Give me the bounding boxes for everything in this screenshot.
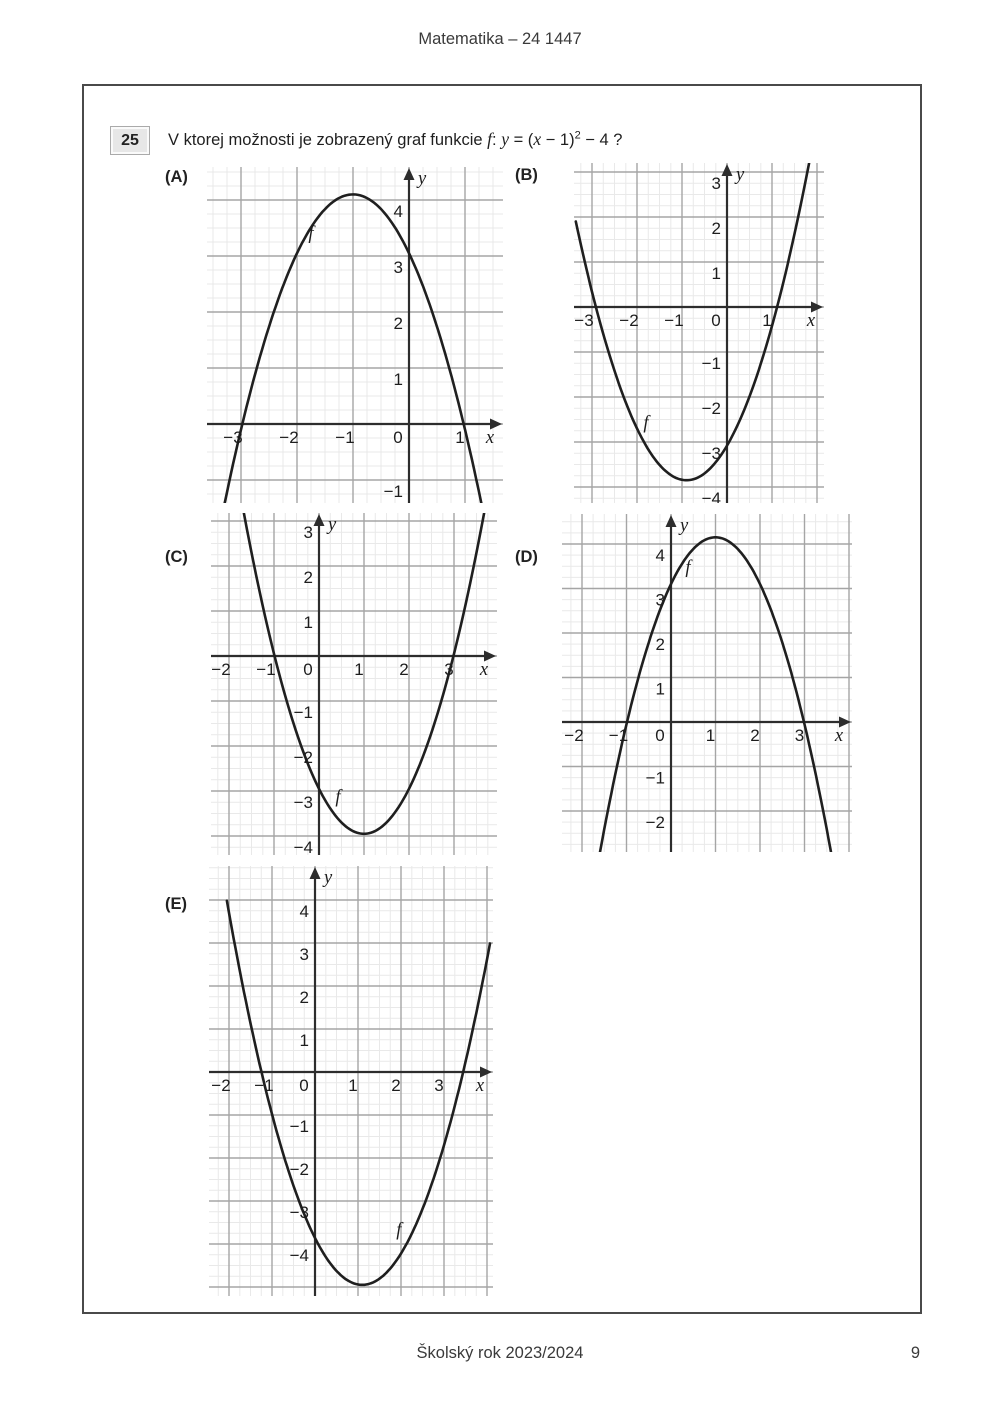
graph-option-d (562, 514, 852, 852)
svg-text:1: 1 (303, 613, 313, 632)
x-axis-label: x (834, 726, 844, 746)
svg-text:−4: −4 (293, 838, 313, 855)
svg-text:−2: −2 (564, 726, 584, 745)
svg-text:1: 1 (655, 679, 665, 699)
svg-text:4: 4 (393, 202, 403, 221)
formula-segment: f (487, 129, 493, 149)
svg-text:3: 3 (794, 726, 805, 745)
svg-text:−1: −1 (383, 482, 403, 501)
svg-text:2: 2 (750, 726, 760, 745)
svg-text:−2: −2 (289, 1160, 309, 1179)
f-curve-label: f (643, 413, 649, 434)
svg-text:1: 1 (354, 660, 364, 679)
svg-text:2: 2 (399, 660, 409, 679)
formula-segment: : (492, 131, 502, 149)
parabola-curve-f (207, 194, 503, 503)
svg-text:3: 3 (711, 174, 721, 193)
svg-text:3: 3 (393, 258, 403, 277)
graph-svg-E (209, 866, 493, 1296)
svg-text:4: 4 (655, 546, 665, 565)
svg-text:−1: −1 (335, 428, 355, 447)
svg-text:2: 2 (393, 314, 403, 333)
origin-label: 0 (299, 1076, 309, 1095)
graph-svg-D (562, 514, 852, 852)
graph-option-c (211, 513, 497, 855)
formula-segment: y (501, 129, 509, 149)
svg-text:−2: −2 (211, 1076, 231, 1095)
svg-text:3: 3 (444, 660, 454, 679)
x-axis-label: x (485, 428, 495, 448)
svg-text:−3: −3 (293, 793, 313, 812)
svg-text:−4: −4 (289, 1246, 309, 1265)
tick-labels (223, 202, 464, 501)
svg-text:3: 3 (303, 523, 313, 542)
f-curve-label: f (308, 224, 314, 245)
option-label-e: (E) (165, 895, 187, 913)
question-number-badge: 25 (110, 126, 150, 155)
option-label-b: (B) (515, 166, 538, 184)
y-axis-arrow-icon (404, 168, 415, 180)
svg-text:1: 1 (348, 1076, 358, 1095)
svg-text:1: 1 (299, 1031, 309, 1050)
origin-label: 0 (393, 428, 403, 447)
y-axis-arrow-icon (722, 164, 733, 176)
x-axis-label: x (806, 311, 816, 331)
origin-label: 0 (655, 726, 665, 745)
svg-text:1: 1 (762, 311, 772, 330)
svg-text:4: 4 (299, 902, 309, 921)
svg-text:−1: −1 (293, 703, 313, 722)
y-axis-arrow-icon (310, 867, 321, 879)
svg-text:2: 2 (655, 635, 665, 654)
y-axis-label: y (680, 516, 689, 536)
svg-text:−1: −1 (664, 311, 684, 330)
option-label-c: (C) (165, 548, 188, 566)
svg-text:−3: −3 (223, 428, 243, 447)
svg-text:−2: −2 (701, 399, 721, 418)
origin-label: 0 (303, 660, 313, 679)
svg-text:−2: −2 (619, 311, 639, 330)
svg-text:3: 3 (655, 590, 665, 610)
f-curve-label: f (396, 1220, 402, 1241)
svg-text:1: 1 (705, 726, 716, 745)
question-formula (487, 131, 622, 149)
formula-segment: − 1) (541, 131, 575, 149)
graph-svg-B (574, 163, 824, 503)
svg-text:2: 2 (711, 219, 721, 238)
footer-page-number: 9 (910, 1344, 920, 1362)
option-label-a: (A) (165, 168, 188, 186)
graph-option-b (574, 163, 824, 503)
grid-minor (574, 163, 824, 503)
grid-minor (207, 167, 503, 503)
svg-text:3: 3 (299, 945, 309, 964)
svg-text:−3: −3 (574, 311, 594, 330)
svg-text:2: 2 (391, 1076, 401, 1095)
svg-text:−3: −3 (701, 444, 721, 463)
svg-text:−1: −1 (701, 354, 721, 373)
graph-svg-C (211, 513, 497, 855)
y-axis-arrow-icon (666, 515, 677, 527)
svg-text:−1: −1 (645, 768, 665, 788)
grid-major (574, 163, 824, 503)
formula-segment: = ( (509, 131, 534, 149)
graph-option-e (209, 866, 493, 1296)
svg-text:2: 2 (299, 988, 309, 1007)
tick-labels (211, 902, 443, 1265)
svg-text:−1: −1 (289, 1117, 309, 1136)
svg-text:1: 1 (711, 264, 721, 283)
question-text (168, 129, 622, 150)
svg-text:−2: −2 (293, 748, 313, 767)
svg-text:1: 1 (393, 370, 403, 389)
f-curve-label: f (335, 787, 341, 808)
x-axis-label: x (479, 660, 489, 680)
grid-minor (562, 514, 852, 852)
svg-text:−1: −1 (608, 726, 629, 745)
graph-svg-A (207, 167, 503, 503)
svg-text:2: 2 (303, 568, 313, 587)
parabola-curve-f (576, 163, 824, 480)
formula-segment: − 4 ? (580, 131, 623, 149)
footer-school-year: Školský rok 2023/2024 (416, 1344, 584, 1362)
option-label-d: (D) (515, 548, 538, 566)
x-axis-label: x (475, 1076, 485, 1096)
y-axis-arrow-icon (314, 514, 325, 526)
formula-segment: 2 (574, 129, 581, 142)
grid-major (207, 167, 503, 503)
y-axis-label: y (418, 169, 427, 189)
svg-text:−2: −2 (211, 660, 231, 679)
origin-label: 0 (711, 311, 721, 330)
grid-major (562, 514, 852, 852)
svg-text:−1: −1 (254, 1076, 274, 1095)
tick-labels (211, 523, 453, 855)
y-axis-label: y (328, 515, 337, 535)
svg-text:1: 1 (455, 428, 465, 447)
graph-option-a (207, 167, 503, 503)
svg-text:−2: −2 (645, 813, 665, 832)
y-axis-label: y (324, 868, 333, 888)
svg-text:−2: −2 (279, 428, 299, 447)
svg-text:−4: −4 (701, 489, 721, 503)
y-axis-label: y (736, 165, 745, 185)
f-curve-label: f (685, 557, 691, 578)
svg-text:3: 3 (434, 1076, 444, 1095)
page-header-title: Matematika – 24 1447 (418, 30, 582, 48)
svg-text:−1: −1 (256, 660, 276, 679)
parabola-curve-f (562, 537, 852, 852)
svg-text:−3: −3 (289, 1203, 309, 1222)
formula-segment: x (533, 129, 542, 149)
question-text-prefix: V ktorej možnosti je zobrazený graf funkcie (168, 131, 483, 149)
